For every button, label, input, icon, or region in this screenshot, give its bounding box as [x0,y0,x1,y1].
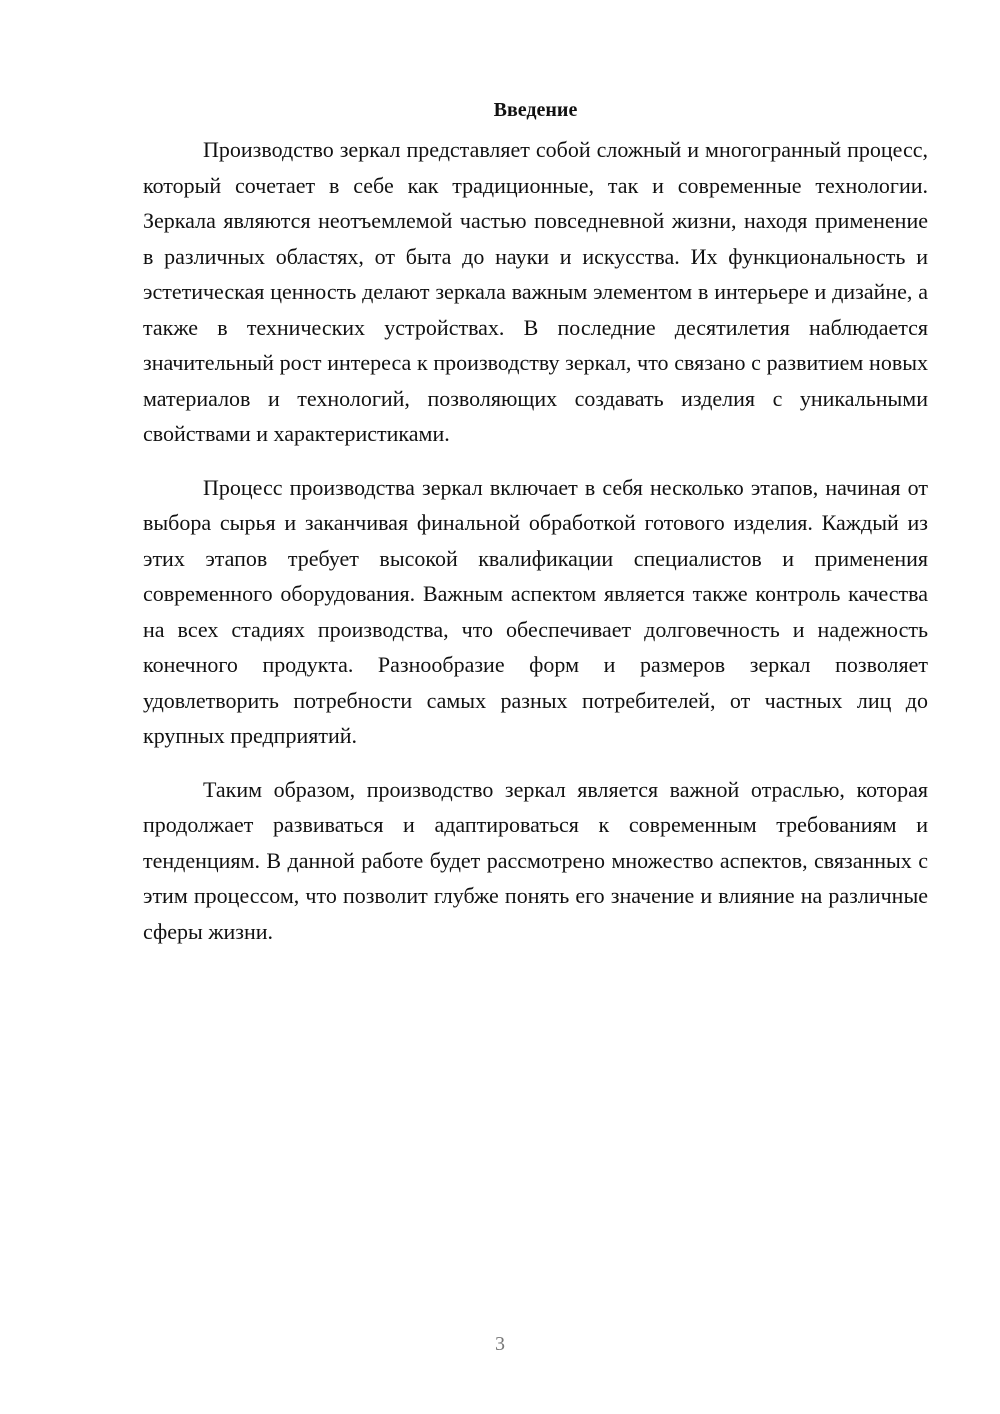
page-number: 3 [495,1333,505,1355]
paragraph-3: Таким образом, производство зеркал является важной отраслью, которая продолжает развиваться и адаптироваться к современным требованиям и тенденциям. В данной работе будет рассмотрено множество аспектов, связанных с этим процессом, что позволит глубже понять его значение и влияние на различные сферы жизни. [143,776,928,944]
paragraph-2: Процесс производства зеркал включает в себя несколько этапов, начиная от выбора сырья и заканчивая финальной обработкой готового изделия. Каждый из этих этапов требует высокой квалификации специалистов и применения современного оборудования. Важным аспектом является также контроль качества на всех стадиях производства, что обеспечивает долговечность и надежность конечного продукта. Разнообразие форм и размеров зеркал позволяет удовлетворить потребности самых разных потребителей, от частных лиц до крупных предприятий. [143,474,928,748]
page-content [143,92,928,967]
paragraph-1: Производство зеркал представляет собой сложный и многогранный процесс, который сочетает в себе как традиционные, так и современные технологии. Зеркала являются неотъемлемой частью повседневной жизни, находя применение в различных областях, от быта до науки и искусства. Их функциональность и эстетическая ценность делают зеркала важным элементом в интерьере и дизайне, а также в технических устройствах. В последние десятилетия наблюдается значительный рост интереса к производству зеркал, что связано с развитием новых материалов и технологий, позволяющих создавать изделия с уникальными свойствами и характеристиками. [143,137,928,446]
section-title: Введение [493,99,578,121]
